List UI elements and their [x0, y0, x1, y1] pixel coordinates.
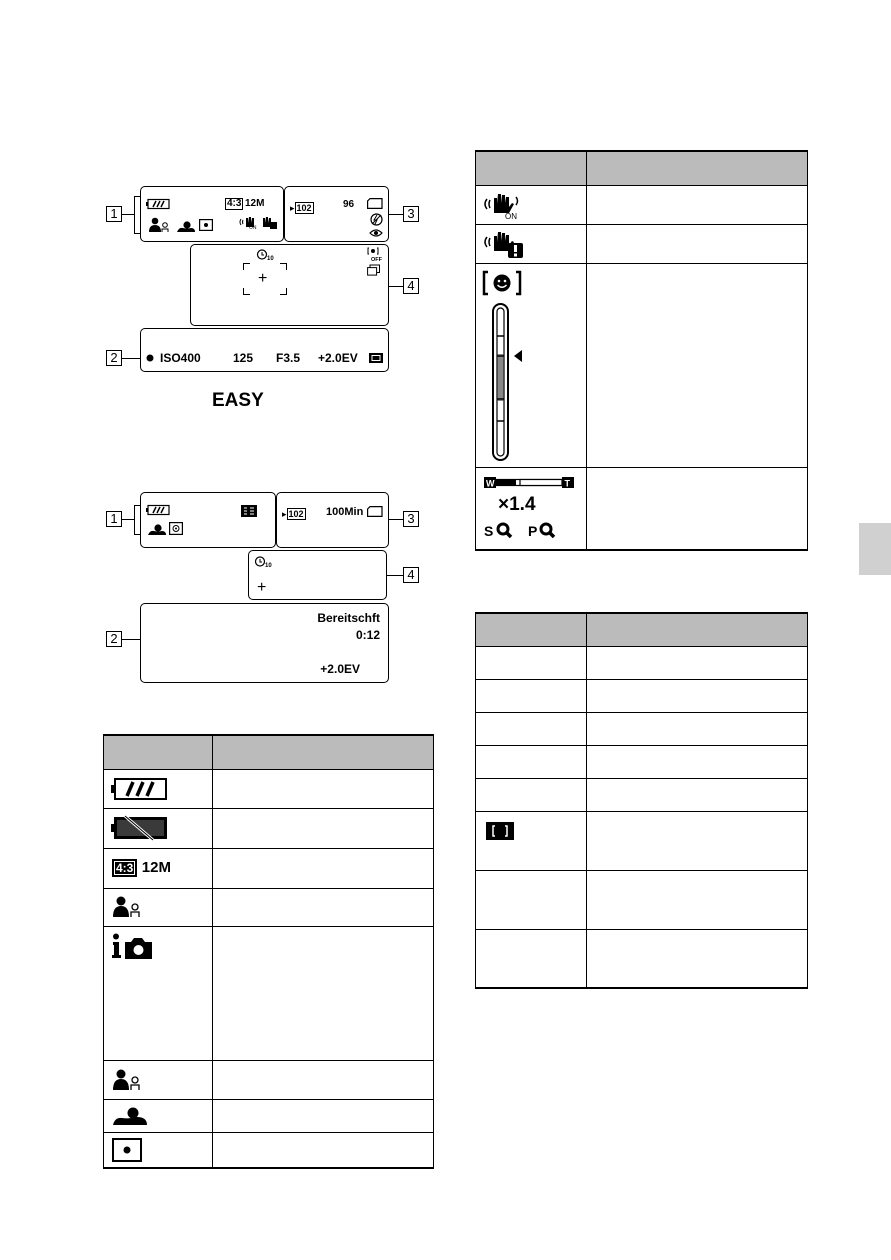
red-eye-icon: [369, 228, 383, 238]
table-header-description: [213, 735, 434, 769]
backlight-icon: [113, 1107, 147, 1125]
memory-card-icon: [367, 506, 383, 517]
steadyshot-icons: [239, 215, 279, 229]
callout-4: 4: [403, 567, 419, 583]
camera-shake-warning-icon: [483, 229, 527, 259]
battery-full-icon: [146, 199, 170, 209]
folder-label: ▸ 102: [282, 509, 304, 519]
center-crosshair: +: [258, 270, 268, 287]
table-header-description: [587, 613, 808, 646]
steadyshot-on-icon: [483, 191, 527, 219]
icon-table-right-top: [475, 150, 808, 551]
svg-text:10: 10: [265, 563, 272, 569]
display-area-4: [248, 550, 387, 600]
table-row: [104, 1099, 434, 1132]
face-detection-off-icon: [367, 247, 385, 262]
table-header-icon: [476, 151, 587, 185]
recording-time: 0:12: [355, 628, 380, 642]
recording-status: Bereitschft: [317, 611, 380, 625]
easy-mode-caption: EASY: [212, 390, 264, 411]
battery-empty-icon: [111, 815, 167, 841]
table-row: [476, 679, 808, 712]
display-area-3: [284, 186, 389, 242]
table-row: [476, 263, 808, 467]
center-crosshair: +: [257, 579, 267, 596]
scene-recognition-icon: [148, 217, 170, 233]
flash-off-icon: [370, 213, 383, 226]
zoom-wide-label: W: [486, 478, 495, 488]
precision-zoom-label: P: [528, 522, 538, 539]
display-area-2: [140, 603, 389, 683]
svg-text:10: 10: [267, 256, 274, 262]
display-area-3: [276, 492, 389, 548]
svg-text:OFF: OFF: [371, 257, 382, 263]
display-area-4: [190, 244, 389, 326]
zoom-scale-icon: [484, 477, 576, 547]
table-row: [476, 467, 808, 550]
image-size-label: 12M: [245, 198, 265, 209]
callout-3: 3: [403, 511, 419, 527]
intelligent-auto-icon: [112, 933, 154, 961]
callout-1: 1: [106, 206, 122, 222]
movie-quality-icon: [241, 505, 257, 517]
aspect-ratio-badge: 4:3: [112, 859, 137, 877]
table-header-description: [587, 151, 808, 185]
callout-2: 2: [106, 350, 122, 366]
callout-2: 2: [106, 631, 122, 647]
table-row: [476, 185, 808, 224]
folder-label: ▸ 102: [290, 203, 312, 213]
table-header-icon: [476, 613, 587, 646]
af-frame-icon: [486, 822, 514, 840]
burst-icon: [367, 264, 381, 276]
table-row: [104, 1132, 434, 1168]
table-row: [104, 1060, 434, 1099]
center-weighted-metering-icon: [169, 522, 183, 535]
table-row: [104, 769, 434, 808]
smart-zoom-label: S: [484, 522, 494, 539]
exposure-value: +2.0EV: [318, 351, 358, 365]
table-row: [104, 926, 434, 1060]
table-header-icon: [104, 735, 213, 769]
table-row: [104, 808, 434, 848]
table-row: [476, 811, 808, 870]
exposure-value: +2.0EV: [320, 662, 360, 676]
smile-shutter-icon: [482, 269, 542, 465]
backlight-icon: [148, 524, 166, 535]
section-tab-marker: [859, 523, 891, 575]
table-row: [476, 870, 808, 929]
icon-table-right-bottom: [475, 612, 808, 989]
self-timer-icon: [256, 248, 272, 261]
self-timer-icon: [254, 555, 270, 568]
table-row: [476, 712, 808, 745]
display-area-2: [140, 328, 389, 372]
table-row: [476, 745, 808, 778]
zoom-tele-label: T: [564, 478, 570, 488]
record-dot-icon: [146, 354, 154, 362]
table-row: [104, 888, 434, 926]
display-area-1: [140, 186, 284, 242]
multi-metering-icon: [369, 353, 383, 363]
battery-full-icon: [146, 505, 170, 515]
table-row: [104, 848, 434, 888]
table-row: [476, 929, 808, 988]
zoom-factor: ×1.4: [498, 493, 536, 515]
callout-1: 1: [106, 511, 122, 527]
table-row: [476, 778, 808, 811]
memory-card-icon: [367, 198, 383, 209]
scene-recognition-icon: [113, 896, 141, 918]
spot-metering-icon: [199, 219, 213, 231]
table-row: [476, 646, 808, 679]
callout-3: 3: [403, 206, 419, 222]
scene-recognition-icon: [113, 1069, 141, 1091]
display-area-1: [140, 492, 276, 548]
icon-table-left: [103, 734, 434, 1169]
battery-full-icon: [111, 778, 167, 800]
remaining-time: 100Min: [326, 506, 364, 518]
spot-metering-icon: [112, 1138, 142, 1162]
table-row: [476, 224, 808, 263]
callout-4: 4: [403, 278, 419, 294]
svg-text:ON: ON: [505, 211, 517, 221]
image-size-label: 12M: [141, 859, 171, 876]
aspect-ratio-badge: 4:3: [227, 198, 242, 209]
shutter-speed: 125: [233, 351, 254, 365]
backlight-icon: [177, 221, 195, 232]
aperture-value: F3.5: [276, 351, 301, 365]
svg-text:ON: ON: [249, 225, 257, 231]
iso-value: ISO400: [160, 351, 201, 365]
image-count: 96: [343, 199, 355, 210]
